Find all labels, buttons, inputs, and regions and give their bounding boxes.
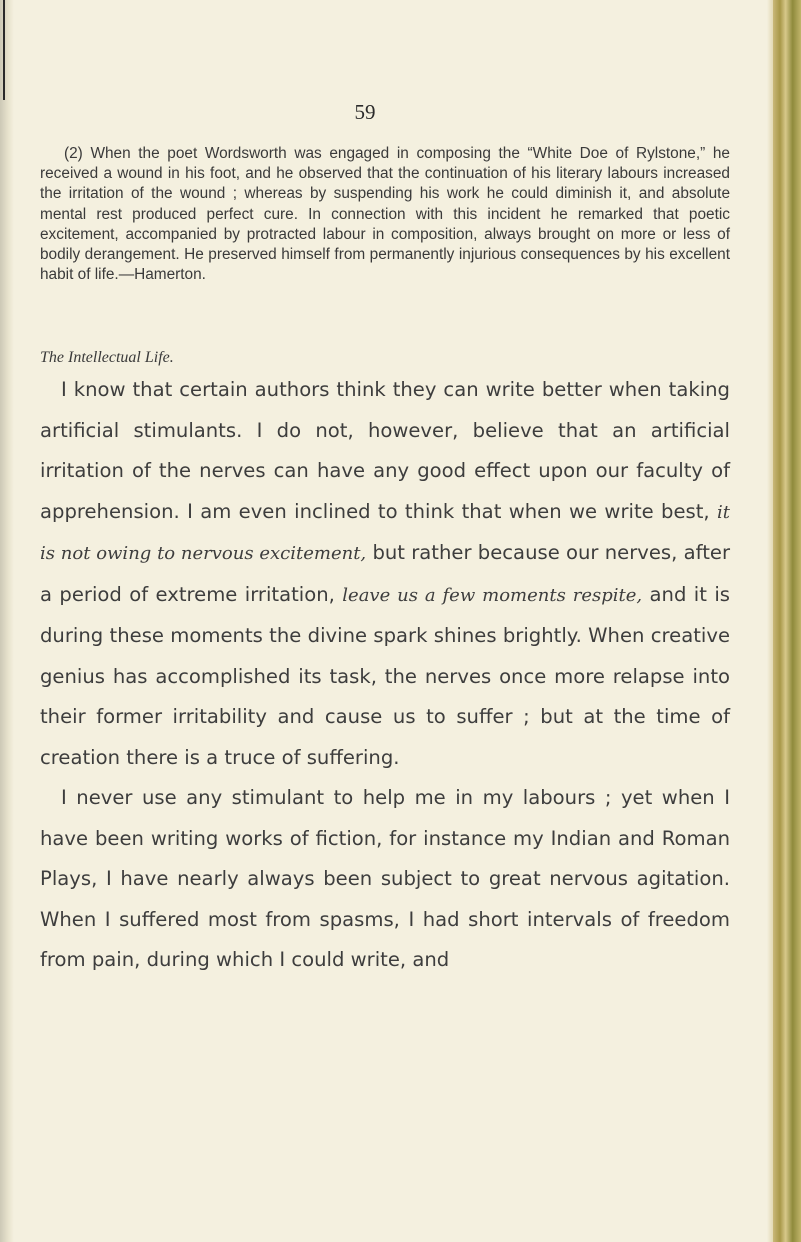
page-gutter-shadow — [0, 0, 14, 1242]
footnote-quote: (2) When the poet Wordsworth was engaged in composing the “White Doe of Rylstone,” he received a wound in his foot, and he observed that the continuation of his literary labours increased the irritation of the wound ; whereas by suspending his work he could diminish it, and absolute mental rest produced perfect cure. In connection with this incident he remarked that poetic excitement, accompanied by protracted labour in composition, always brought on more or less of bodily derangement. He preserved himself from permanently injurious consequences by his excellent habit of life.—Hamerton. — [40, 145, 730, 284]
paragraph-1-italic-2: leave us a few moments respite, — [342, 584, 643, 606]
quote-source: The Intellectual Life. — [40, 349, 174, 366]
paragraph-1 — [40, 370, 730, 778]
paragraph-1-italic-1: it is not owing to nervous excitement, — [40, 501, 730, 564]
page-number: 59 — [354, 100, 376, 124]
paragraph-2: I never use any stimulant to help me in my labours ; yet when I have been writing works of fiction, for instance my Indian and Roman Plays, I have nearly always been subject to great nervous agitation. When I suffered most from spasms, I had short intervals of freedom from pain, during which I could write, and — [40, 786, 730, 971]
paragraph-1-part-a: I know that certain authors think they can write better when taking artificial stimulants. I do not, however, believe that an artificial irritation of the nerves can have any good effect upon our faculty of apprehension. I am even inclined to think that when we write best, — [40, 378, 730, 523]
paragraph-1-part-c: and it is during these moments the divine spark shines brightly. When creative genius has accomplished its task, the nerves once more relapse into their former irritability and cause us to suffer ; but at the time of creation there is a truce of suffering. — [40, 582, 730, 769]
paragraph-1-part-b: but rather because our nerves, after a period of extreme irritation, — [40, 541, 730, 606]
body-text — [40, 370, 730, 981]
book-spine — [773, 0, 801, 1242]
page-edge-mark — [3, 0, 5, 100]
